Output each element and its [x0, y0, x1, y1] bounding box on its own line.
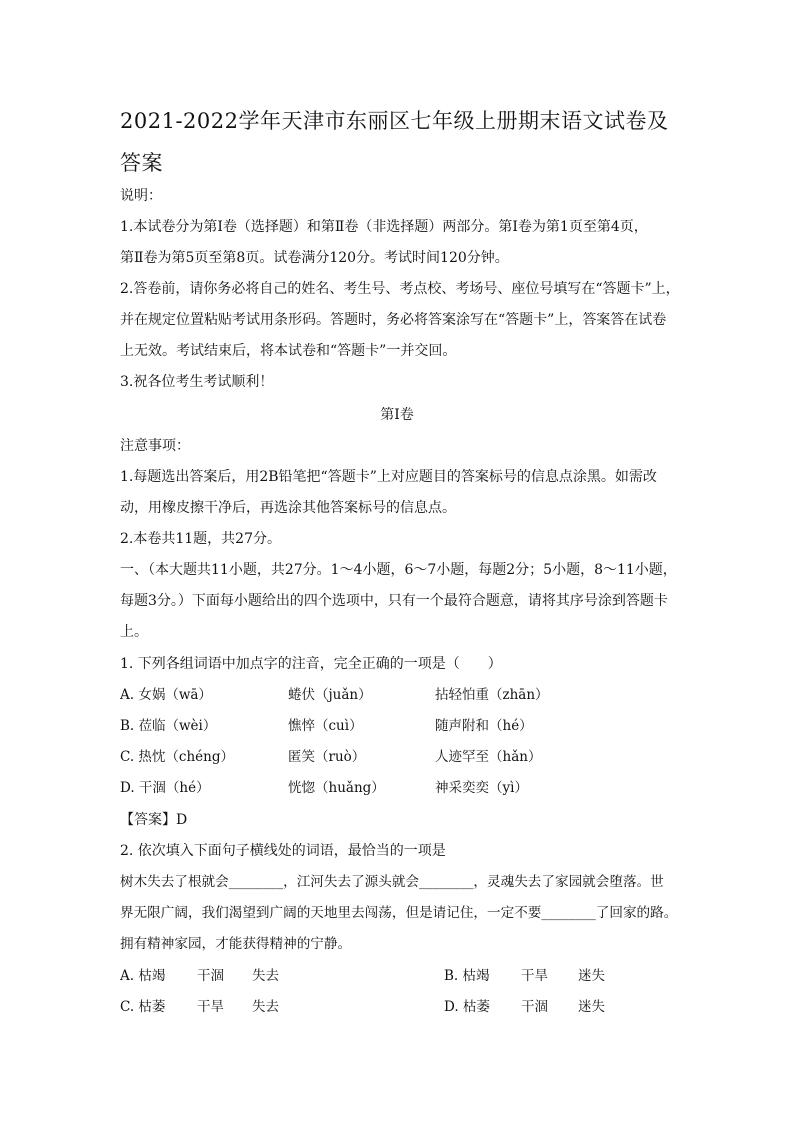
page-title: 2021-2022学年天津市东丽区七年级上册期末语文试卷及答案 — [120, 109, 669, 175]
q1-option-d: D. 干涸（hé） — [120, 780, 210, 796]
q1-option-c-word: 匿笑（ruò） — [288, 749, 366, 765]
q2-option-a: A. 枯竭 — [120, 968, 166, 984]
notice-line: 1.每题选出答案后，用2B铅笔把“答题卡”上对应题目的答案标号的信息点涂黑。如需改 — [120, 469, 657, 485]
q1-option-d-word: 恍惚（huǎng） — [288, 780, 385, 796]
explain-line: 3.祝各位考生考试顺利！ — [120, 374, 274, 390]
q2-option-b-word: 迷失 — [578, 968, 605, 984]
q2-option-b-word: 干旱 — [521, 968, 548, 984]
q1-option-c-word: 人迹罕至（hǎn） — [435, 749, 542, 765]
q2-passage-line: 树木失去了根就会________，江河失去了源头就会________，灵魂失去了家园就会堕落。世 — [120, 874, 664, 890]
notice-label: 注意事项： — [120, 438, 190, 454]
explain-line: 上无效。考试结束后，将本试卷和“答题卡”一并交回。 — [120, 343, 457, 359]
part-intro-line: 上。 — [120, 624, 148, 640]
explain-line: 第Ⅱ卷为第5页至第8页。试卷满分120分。考试时间120分钟。 — [120, 250, 509, 266]
q2-stem: 2. 依次填入下面句子横线处的词语，最恰当的一项是 — [120, 843, 446, 859]
q2-option-a-word: 失去 — [252, 968, 279, 984]
q1-option-c: C. 热忱（chéng） — [120, 749, 235, 765]
q1-option-a-word: 拈轻怕重（zhān） — [435, 687, 549, 703]
q1-option-b: B. 莅临（wèi） — [120, 718, 217, 734]
q2-option-a-word: 干涸 — [197, 968, 224, 984]
q1-option-d-word: 神采奕奕（yì） — [435, 780, 528, 796]
q2-option-c: C. 枯萎 — [120, 999, 166, 1015]
explain-line: 2.答卷前，请你务必将自己的姓名、考生号、考点校、考场号、座位号填写在“答题卡”上， — [120, 281, 680, 297]
explain-line: 并在规定位置粘贴考试用条形码。答题时，务必将答案涂写在“答题卡”上，答案答在试卷 — [120, 312, 667, 328]
explain-line: 1.本试卷分为第Ⅰ卷（选择题）和第Ⅱ卷（非选择题）两部分。第Ⅰ卷为第1页至第4页， — [120, 219, 648, 235]
q2-option-b: B. 枯竭 — [444, 968, 490, 984]
section-title: 第Ⅰ卷 — [380, 407, 414, 423]
part-intro-line: 一、（本大题共11小题，共27分。1～4小题，6～7小题，每题2分；5小题，8～11小题， — [120, 562, 677, 578]
q1-option-b-word: 憔悴（cuì） — [288, 718, 363, 734]
q1-option-a-word: 蜷伏（juǎn） — [288, 687, 372, 703]
q2-option-d: D. 枯萎 — [444, 999, 490, 1015]
q1-answer: 【答案】D — [120, 812, 188, 828]
q2-option-c-word: 失去 — [252, 999, 279, 1015]
q2-option-d-word: 干涸 — [521, 999, 548, 1015]
explain-label: 说明： — [120, 188, 162, 204]
part-intro-line: 每题3分。）下面每小题给出的四个选项中，只有一个最符合题意，请将其序号涂到答题卡 — [120, 593, 668, 609]
q1-stem: 1. 下列各组词语中加点字的注音，完全正确的一项是（ ） — [120, 656, 502, 672]
q1-option-b-word: 随声附和（hé） — [435, 718, 533, 734]
q2-passage-line: 界无限广阔，我们渴望到广阔的天地里去闯荡，但是请记住，一定不要________了回家的路。 — [120, 905, 678, 921]
notice-line: 2.本卷共11题，共27分。 — [120, 531, 281, 547]
q2-passage-line: 拥有精神家园，才能获得精神的宁静。 — [120, 936, 352, 952]
q1-option-a: A. 女娲（wā） — [120, 687, 212, 703]
q2-option-d-word: 迷失 — [578, 999, 605, 1015]
q2-option-c-word: 干旱 — [197, 999, 224, 1015]
notice-line: 动，用橡皮擦干净后，再选涂其他答案标号的信息点。 — [120, 500, 456, 516]
